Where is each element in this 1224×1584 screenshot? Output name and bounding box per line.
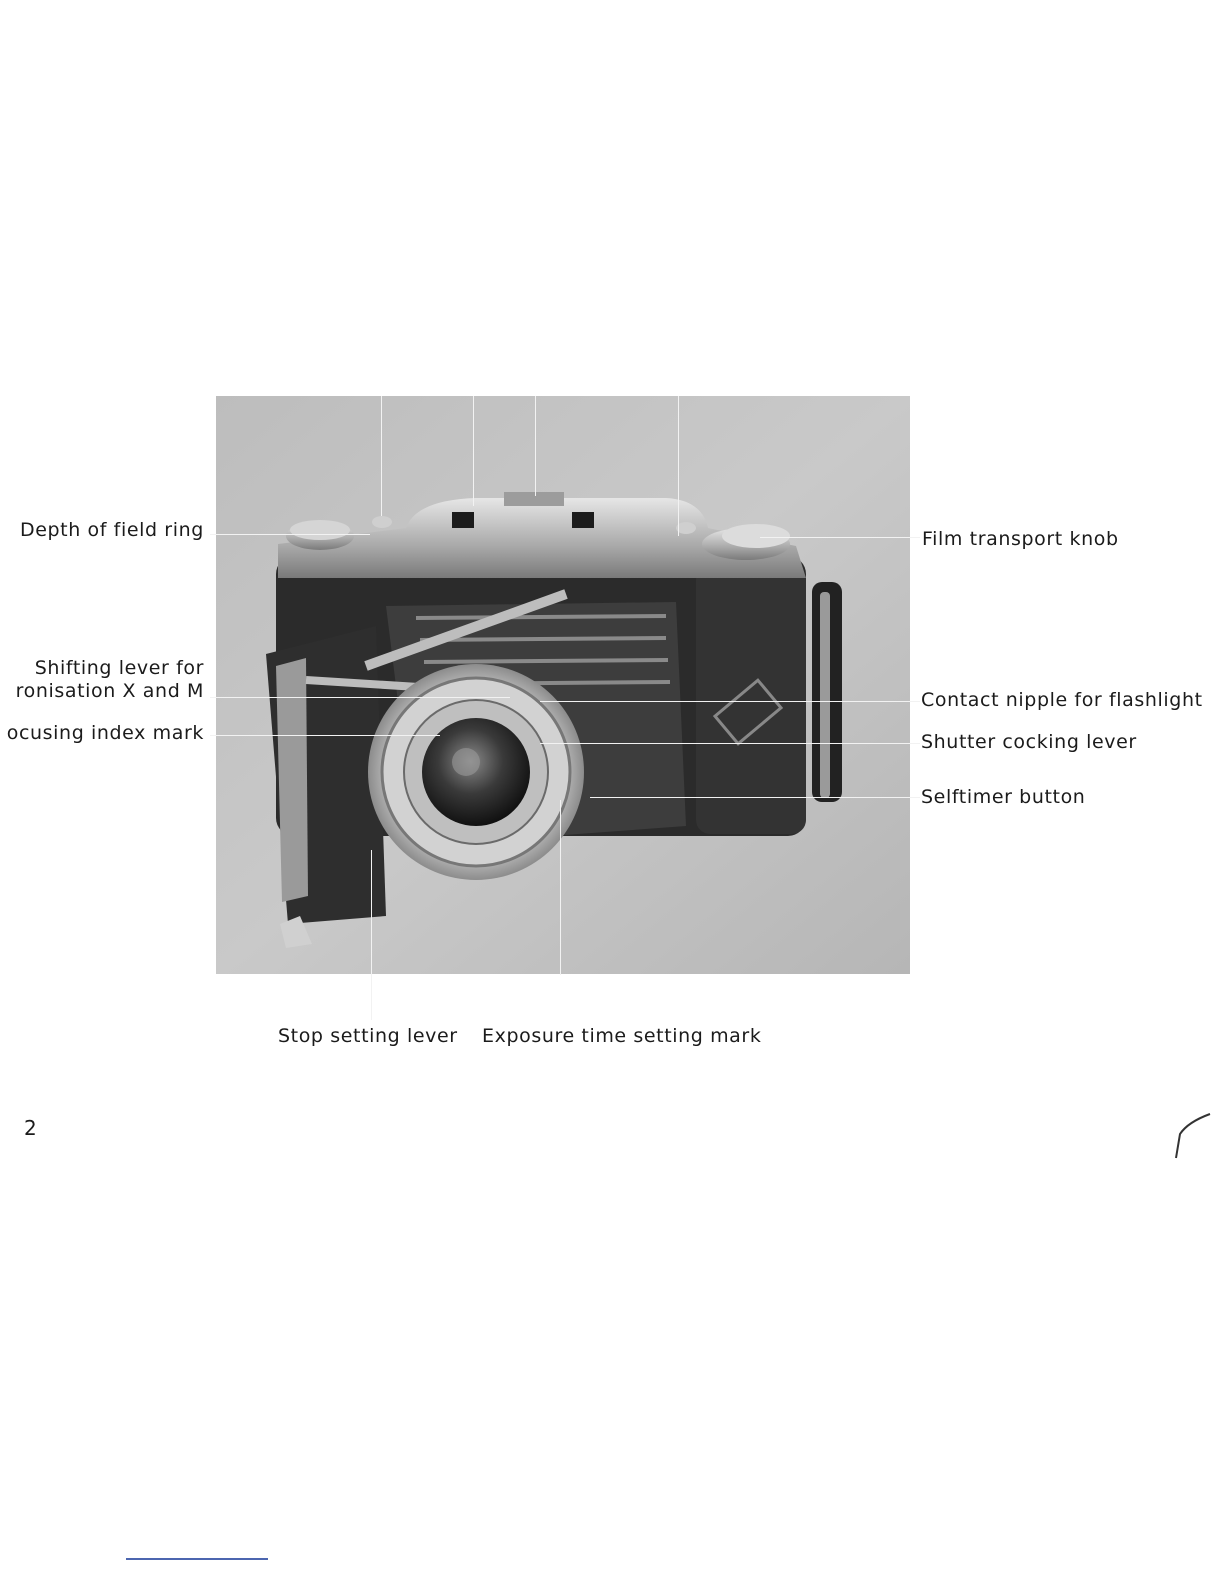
leader-top-3: [535, 396, 536, 496]
label-depth-of-field-ring: Depth of field ring: [20, 519, 204, 541]
label-selftimer-button: Selftimer button: [921, 786, 1086, 808]
label-shifting-lever-line2: ronisation X and M: [15, 680, 204, 702]
leader-top-4: [678, 396, 679, 536]
label-contact-nipple: Contact nipple for flashlight: [921, 689, 1203, 711]
camera-illustration: [216, 396, 910, 974]
leader-shutter-cocking: [540, 743, 920, 744]
leader-selftimer: [590, 797, 920, 798]
scan-mark-icon: [1166, 1104, 1216, 1164]
leader-shifting-lever: [210, 697, 510, 698]
leader-focusing-index: [210, 735, 440, 736]
leader-exposure-time: [560, 800, 561, 975]
leader-depth-of-field: [210, 534, 370, 535]
leader-top-1: [381, 396, 382, 516]
leader-film-transport: [760, 537, 920, 538]
leader-stop-setting: [371, 850, 372, 1020]
label-exposure-time-setting-mark: Exposure time setting mark: [482, 1025, 762, 1047]
page-number: 2: [24, 1116, 37, 1140]
label-shutter-cocking-lever: Shutter cocking lever: [921, 731, 1137, 753]
leader-contact-nipple: [540, 701, 920, 702]
leader-top-2: [473, 396, 474, 506]
label-focusing-index-mark: ocusing index mark: [6, 722, 204, 744]
camera-photo: [216, 396, 910, 974]
label-shifting-lever-line1: Shifting lever for: [34, 657, 204, 679]
label-stop-setting-lever: Stop setting lever: [278, 1025, 458, 1047]
footer-rule: [126, 1558, 268, 1560]
label-film-transport-knob: Film transport knob: [922, 528, 1119, 550]
